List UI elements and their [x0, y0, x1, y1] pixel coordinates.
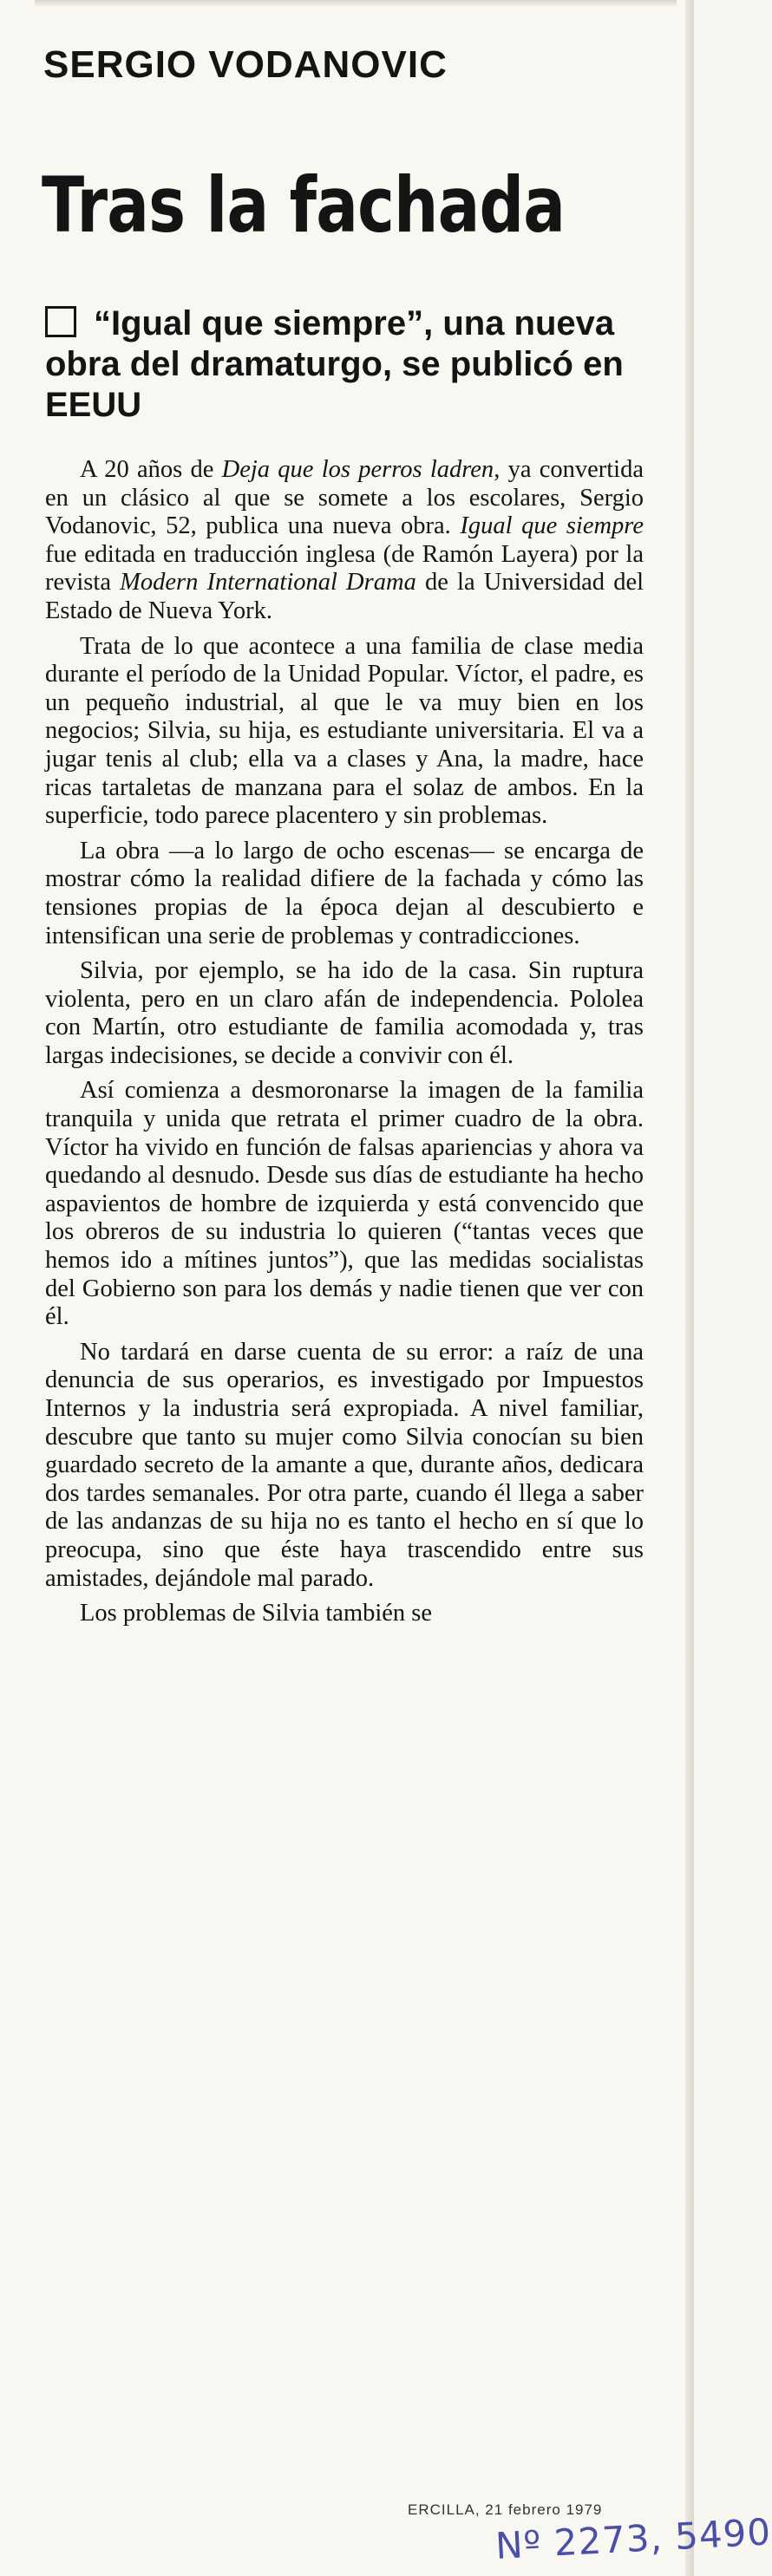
paragraph: La obra —a lo largo de ocho escenas— se encarga de mostrar cómo la realidad difiere de la fachada y cómo las tensiones propias de la época dejan al descubierto e intensifican una serie de problemas y contradicciones.	[45, 837, 644, 949]
subhead	[45, 303, 644, 426]
paragraph: Los problemas de Silvia también se	[80, 1600, 433, 1627]
paragraph-text: de la Universidad del Estado de Nueva York.	[45, 569, 644, 624]
scan-top-shadow	[35, 0, 677, 7]
play-title: Deja que los perros ladren	[221, 456, 494, 483]
source-footer: ERCILLA, 21 febrero 1979	[408, 2501, 603, 2518]
play-title: Igual que siempre	[460, 512, 644, 540]
paragraph: Trata de lo que acontece a una familia de clase media durante el período de la Unidad Popular. Víctor, el padre, es un pequeño industrial, al que le va muy bien en los negocios; Silvia, su hija, es estudiante universitaria. El va a jugar tenis al club; ella va a clases y Ana, la madre, hace ricas tartaletas de manzana para el solaz de ambos. En la superficie, todo parece placentero y sin problemas.	[45, 632, 644, 830]
paragraph: Silvia, por ejemplo, se ha ido de la casa. Sin ruptura violenta, pero en un claro afán de independencia. Pololea con Martín, otro estudiante de familia acomodada y, tras largas indecisiones, se decide a convivir con él.	[45, 957, 644, 1069]
article-body	[45, 456, 644, 1635]
paragraph-text: A 20 años de	[80, 456, 222, 483]
scan-edge	[685, 0, 694, 2576]
handwritten-note: Nº 2273, 5490	[494, 2510, 772, 2567]
author-byline: SERGIO VODANOVIC	[43, 43, 448, 86]
paragraph-text: fue editada en traducción inglesa (de Ramón Layera) por la revista	[45, 540, 644, 597]
paragraph	[45, 456, 644, 626]
headline: Tras la fachada	[42, 160, 566, 250]
paragraph: No tardará en darse cuenta de su error: a raíz de una denuncia de sus operarios, es investigado por Impuestos Internos y la industria será expropiada. A nivel familiar, descubre que tanto su mujer como Silvia conocían su bien guardado secreto de la amante a que, durante años, dedicara dos tardes semanales. Por otra parte, cuando él llega a saber de las andanzas de su hija no es tanto el hecho en sí que lo preocupa, sino que éste haya trascendido entre sus amistades, dejándole mal parado.	[45, 1338, 644, 1592]
paragraph-text: , ya convertida en un clásico al que se somete a los escolares, Sergio Vodanovic, 52, publica una nueva obra.	[45, 456, 644, 540]
paragraph: Así comienza a desmoronarse la imagen de la familia tranquila y unida que retrata el primer cuadro de la obra. Víctor ha vivido en función de falsas apariencias y ahora va quedando al desnudo. Desde sus días de estudiante ha hecho aspavientos de hombre de izquierda y está convencido que los obreros de su industria lo quieren (“tantas veces que hemos ido a mítines juntos”), que las medidas socialistas del Gobierno son para los demás y nadie tienen que ver con él.	[45, 1077, 644, 1331]
subhead-text: “Igual que siempre”, una nueva obra del dramaturgo, se publicó en EEUU	[45, 304, 624, 424]
square-bullet-icon	[45, 306, 76, 337]
journal-title: Modern International Drama	[120, 569, 416, 597]
